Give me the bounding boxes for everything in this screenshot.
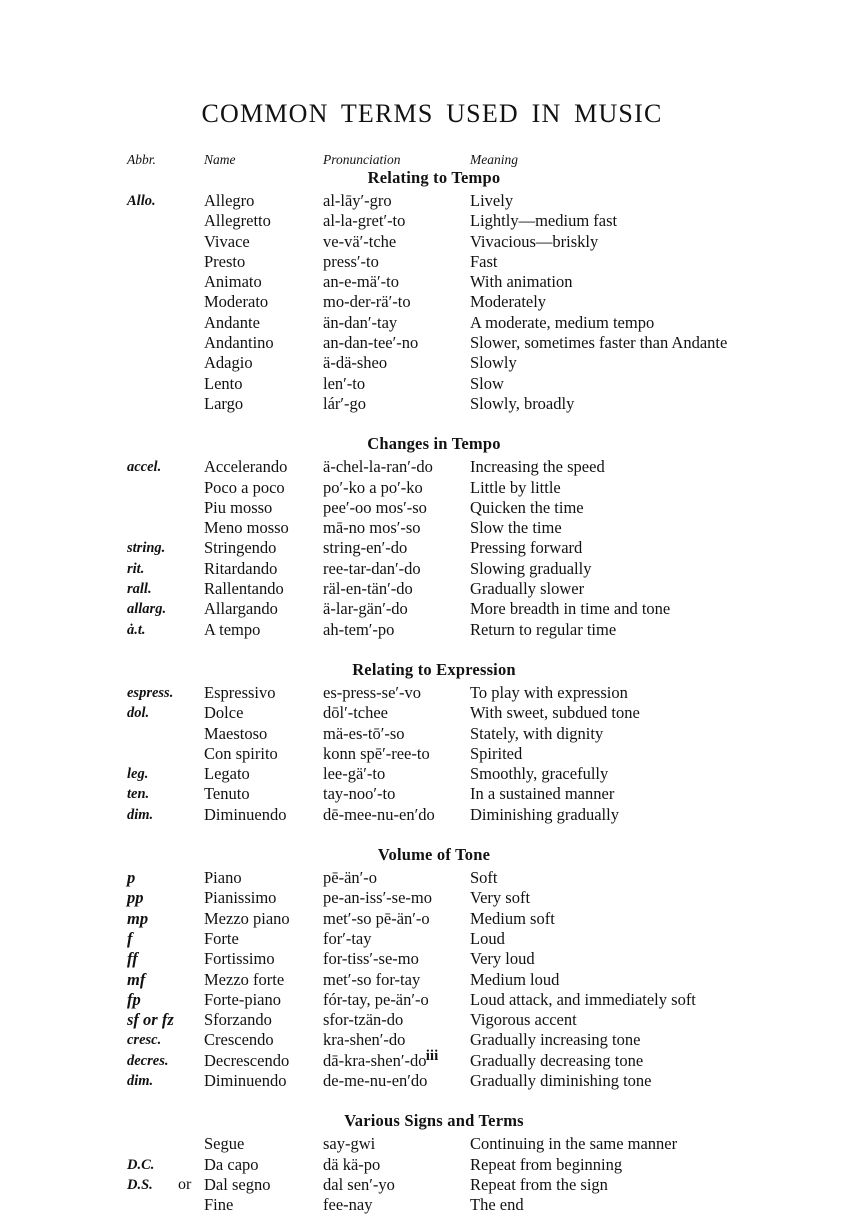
cell-pronunciation: dal sen′-yo — [323, 1174, 395, 1194]
cell-or-label: or — [178, 1175, 192, 1193]
cell-pronunciation: for-tiss′-se-mo — [323, 949, 419, 969]
section-spacer — [0, 414, 864, 434]
cell-pronunciation: tay-noo′-to — [323, 784, 396, 804]
cell-pronunciation: dōl′-tchee — [323, 703, 388, 723]
cell-pronunciation: än-dan′-tay — [323, 312, 398, 332]
cell-meaning: Slow the time — [470, 518, 562, 538]
cell-name: Segue — [204, 1134, 245, 1154]
cell-pronunciation: ree-tar-dan′-do — [323, 558, 421, 578]
cell-name: Pianissimo — [204, 888, 277, 908]
cell-pronunciation: dā-kra-shen′-do — [323, 1050, 427, 1070]
table-row — [0, 252, 864, 272]
cell-abbr: decres. — [127, 1052, 169, 1069]
cell-name: Allegretto — [204, 211, 271, 231]
cell-pronunciation: konn spē′-ree-to — [323, 743, 430, 763]
cell-pronunciation: an-dan-tee′-no — [323, 333, 419, 353]
cell-meaning: In a sustained manner — [470, 784, 615, 804]
cell-pronunciation: say-gwi — [323, 1134, 376, 1154]
cell-pronunciation: string-en′-do — [323, 538, 408, 558]
table-row — [0, 191, 864, 211]
cell-name: Largo — [204, 393, 244, 413]
table-row — [0, 703, 864, 723]
table-row — [0, 970, 864, 990]
cell-abbr: string. — [127, 540, 166, 557]
cell-abbr: espress. — [127, 684, 174, 701]
cell-name: Adagio — [204, 353, 253, 373]
cell-name: Mezzo piano — [204, 908, 290, 928]
cell-abbr: pp — [127, 888, 144, 908]
table-row — [0, 724, 864, 744]
cell-meaning: Lightly—medium fast — [470, 211, 618, 231]
section-spacer — [0, 1091, 864, 1111]
cell-abbr: dim. — [127, 1072, 154, 1089]
cell-abbr: p — [127, 868, 136, 888]
cell-meaning: To play with expression — [470, 682, 628, 702]
cell-meaning: More breadth in time and tone — [470, 599, 671, 619]
cell-meaning: The end — [470, 1195, 524, 1215]
cell-meaning: Soft — [470, 868, 498, 888]
cell-name: Forte — [204, 928, 239, 948]
cell-meaning: Vivacious—briskly — [470, 231, 599, 251]
cell-meaning: A moderate, medium tempo — [470, 312, 655, 332]
table-row — [0, 292, 864, 312]
cell-meaning: With animation — [470, 272, 573, 292]
cell-meaning: Slowly — [470, 353, 517, 373]
table-row — [0, 333, 864, 353]
cell-name: Maestoso — [204, 723, 268, 743]
cell-name: Ritardando — [204, 558, 278, 578]
cell-name: Andante — [204, 312, 260, 332]
cell-pronunciation: sfor-tzän-do — [323, 1010, 404, 1030]
cell-meaning: Diminishing gradually — [470, 804, 619, 824]
table-row — [0, 1071, 864, 1091]
cell-pronunciation: an-e-mä′-to — [323, 272, 399, 292]
cell-pronunciation: de-me-nu-en′do — [323, 1070, 428, 1090]
section — [0, 660, 864, 825]
cell-name: Legato — [204, 764, 250, 784]
table-row — [0, 211, 864, 231]
section-heading: Various Signs and Terms — [344, 1111, 524, 1131]
cell-meaning: Very soft — [470, 888, 531, 908]
cell-meaning: Fast — [470, 251, 498, 271]
cell-name: Animato — [204, 272, 262, 292]
cell-pronunciation: ä-chel-la-ran′-do — [323, 457, 433, 477]
table-row — [0, 353, 864, 373]
cell-pronunciation: pe-an-iss′-se-mo — [323, 888, 432, 908]
section-spacer — [0, 640, 864, 660]
cell-meaning: Increasing the speed — [470, 457, 605, 477]
cell-pronunciation: ä-dä-sheo — [323, 353, 388, 373]
cell-meaning: Smoothly, gracefully — [470, 764, 609, 784]
cell-pronunciation: mā-no mos′-so — [323, 518, 421, 538]
table-row — [0, 232, 864, 252]
cell-meaning: Vigorous accent — [470, 1010, 577, 1030]
cell-abbr: dim. — [127, 806, 154, 823]
column-header-abbr: Abbr. — [127, 152, 156, 167]
cell-name: Allargando — [204, 599, 278, 619]
section-heading: Volume of Tone — [377, 845, 491, 865]
table-row — [0, 949, 864, 969]
column-header-pronunciation: Pronunciation — [323, 152, 401, 167]
table-row — [0, 888, 864, 908]
table-row — [0, 764, 864, 784]
table-row — [0, 538, 864, 558]
cell-name: A tempo — [204, 619, 261, 639]
cell-meaning: Stately, with dignity — [470, 723, 604, 743]
section-heading: Changes in Tempo — [367, 434, 501, 454]
cell-pronunciation: po′-ko a po′-ko — [323, 477, 423, 497]
cell-meaning: Slower, sometimes faster than Andante — [470, 333, 728, 353]
cell-name: Rallentando — [204, 579, 284, 599]
cell-pronunciation: mä-es-tō′-so — [323, 723, 405, 743]
cell-abbr: ten. — [127, 786, 150, 803]
cell-pronunciation: press′-to — [323, 251, 379, 271]
table-row — [0, 374, 864, 394]
section-heading: Relating to Tempo — [367, 168, 501, 187]
table-row — [0, 620, 864, 640]
table-row — [0, 457, 864, 477]
table-row — [0, 929, 864, 949]
cell-name: Vivace — [204, 231, 250, 251]
table-row — [0, 805, 864, 825]
cell-name: Piu mosso — [204, 497, 273, 517]
table-row — [0, 744, 864, 764]
table-row — [0, 990, 864, 1010]
cell-name: Allegro — [204, 191, 255, 210]
cell-name: Stringendo — [204, 538, 277, 558]
cell-name: Fine — [204, 1195, 234, 1215]
cell-pronunciation: len′-to — [323, 373, 366, 393]
cell-pronunciation: al-lāy′-gro — [323, 191, 392, 210]
cell-meaning: Repeat from beginning — [470, 1154, 623, 1174]
cell-name: Dal segno — [204, 1174, 271, 1194]
cell-name: Crescendo — [204, 1030, 274, 1050]
cell-name: Diminuendo — [204, 1070, 287, 1090]
cell-pronunciation: ve-vä′-tche — [323, 231, 397, 251]
cell-meaning: Loud attack, and immediately soft — [470, 989, 696, 1009]
cell-name: Lento — [204, 373, 243, 393]
table-row — [0, 518, 864, 538]
cell-pronunciation: räl-en-tän′-do — [323, 579, 413, 599]
cell-name: Sforzando — [204, 1010, 272, 1030]
table-row — [0, 683, 864, 703]
cell-abbr: mf — [127, 969, 146, 989]
cell-meaning: Medium loud — [470, 969, 560, 989]
column-header-name: Name — [204, 152, 236, 167]
page-number: iii — [425, 1048, 439, 1064]
table-row — [0, 1175, 864, 1195]
cell-pronunciation: fór-tay, pe-än′-o — [323, 989, 429, 1009]
cell-name: Piano — [204, 868, 242, 888]
cell-meaning: Spirited — [470, 743, 523, 763]
cell-meaning: Gradually decreasing tone — [470, 1050, 644, 1070]
cell-name: Decrescendo — [204, 1050, 290, 1070]
section — [0, 434, 864, 640]
cell-name: Meno mosso — [204, 518, 289, 538]
cell-name: Forte-piano — [204, 989, 281, 1009]
cell-abbr: cresc. — [127, 1032, 162, 1049]
cell-meaning: Return to regular time — [470, 619, 617, 639]
table-row — [0, 909, 864, 929]
table-row — [0, 478, 864, 498]
section — [0, 1111, 864, 1215]
cell-name: Poco a poco — [204, 477, 285, 497]
cell-pronunciation: pē-än′-o — [323, 868, 377, 888]
cell-meaning: Medium soft — [470, 908, 555, 928]
cell-abbr: leg. — [127, 766, 149, 783]
cell-abbr: rall. — [127, 581, 152, 598]
cell-pronunciation: kra-shen′-do — [323, 1030, 406, 1050]
cell-abbr: ȧ.t. — [127, 621, 146, 638]
cell-pronunciation: met′-so for-tay — [323, 969, 421, 989]
cell-abbr: Allo. — [127, 193, 156, 209]
section-spacer — [0, 825, 864, 845]
cell-name: Andantino — [204, 333, 274, 353]
cell-meaning: Quicken the time — [470, 497, 584, 517]
cell-abbr: ff — [127, 949, 138, 969]
section — [0, 168, 864, 414]
cell-pronunciation: es-press-se′-vo — [323, 682, 421, 702]
cell-name: Moderato — [204, 292, 269, 312]
cell-meaning: Gradually slower — [470, 579, 585, 599]
cell-abbr: fp — [127, 989, 141, 1009]
cell-pronunciation: dē-mee-nu-en′do — [323, 804, 435, 824]
cell-meaning: Gradually increasing tone — [470, 1030, 641, 1050]
cell-meaning: Loud — [470, 928, 505, 948]
table-row — [0, 272, 864, 292]
cell-name: Tenuto — [204, 784, 250, 804]
table-row — [0, 1010, 864, 1030]
cell-meaning: Slowly, broadly — [470, 393, 575, 413]
cell-pronunciation: al-la-gret′-to — [323, 211, 406, 231]
cell-abbr: f — [127, 928, 133, 948]
cell-pronunciation: pee′-oo mos′-so — [323, 497, 427, 517]
cell-pronunciation: ä-lar-gän′-do — [323, 599, 408, 619]
table-row — [0, 868, 864, 888]
cell-name: Presto — [204, 251, 246, 271]
table-row — [0, 579, 864, 599]
table-row — [0, 784, 864, 804]
cell-abbr: D.S. — [127, 1176, 153, 1193]
cell-pronunciation: for′-tay — [323, 928, 372, 948]
cell-meaning: Gradually diminishing tone — [470, 1070, 652, 1090]
cell-name: Diminuendo — [204, 804, 287, 824]
column-header-meaning: Meaning — [470, 152, 518, 167]
cell-meaning: Lively — [470, 191, 514, 210]
cell-meaning: Continuing in the same manner — [470, 1134, 678, 1154]
cell-pronunciation: mo-der-rä′-to — [323, 292, 411, 312]
cell-name: Fortissimo — [204, 949, 275, 969]
cell-name: Mezzo forte — [204, 969, 285, 989]
table-row — [0, 1195, 864, 1215]
cell-abbr: mp — [127, 908, 149, 928]
cell-meaning: Very loud — [470, 949, 535, 969]
cell-pronunciation: dä kä-po — [323, 1154, 381, 1174]
cell-abbr: allarg. — [127, 601, 167, 618]
cell-name: Da capo — [204, 1154, 259, 1174]
cell-pronunciation: met′-so pē-än′-o — [323, 908, 430, 928]
cell-meaning: Moderately — [470, 292, 547, 312]
cell-meaning: With sweet, subdued tone — [470, 703, 640, 723]
cell-abbr: accel. — [127, 459, 162, 476]
cell-name: Dolce — [204, 703, 244, 723]
page-title: COMMON TERMS USED IN MUSIC — [201, 99, 663, 128]
table-row — [0, 1155, 864, 1175]
cell-pronunciation: ah-tem′-po — [323, 619, 395, 639]
table-row — [0, 498, 864, 518]
section-heading: Relating to Expression — [352, 659, 516, 679]
table-row — [0, 394, 864, 414]
cell-meaning: Pressing forward — [470, 538, 583, 558]
cell-meaning: Repeat from the sign — [470, 1174, 608, 1194]
table-row — [0, 559, 864, 579]
cell-abbr: D.C. — [127, 1156, 155, 1173]
cell-abbr: dol. — [127, 705, 150, 722]
cell-pronunciation: lee-gä′-to — [323, 764, 386, 784]
cell-meaning: Slow — [470, 373, 504, 393]
table-row — [0, 313, 864, 333]
cell-pronunciation: fee-nay — [323, 1195, 373, 1215]
cell-name: Accelerando — [204, 457, 288, 477]
cell-abbr: rit. — [127, 560, 145, 577]
cell-abbr: sf or fz — [127, 1010, 174, 1030]
table-row — [0, 599, 864, 619]
cell-pronunciation: lár′-go — [323, 393, 367, 413]
cell-name: Con spirito — [204, 743, 278, 763]
cell-meaning: Little by little — [470, 477, 561, 497]
cell-name: Espressivo — [204, 682, 276, 702]
cell-meaning: Slowing gradually — [470, 558, 592, 578]
